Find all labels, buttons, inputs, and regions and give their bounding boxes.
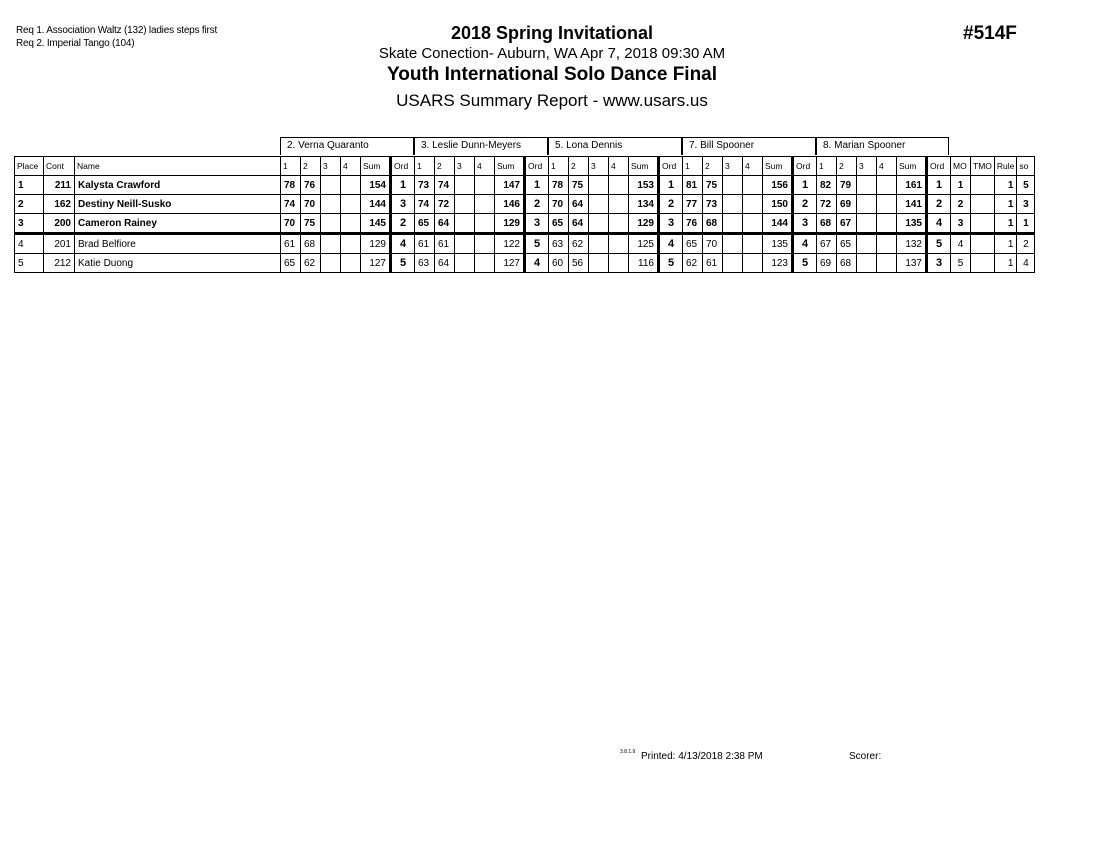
score-1: 63 (415, 254, 435, 273)
score-1: 72 (817, 195, 837, 214)
score-sum: 122 (495, 234, 525, 254)
score-3 (857, 195, 877, 214)
result-row (15, 214, 1035, 234)
score-1: 78 (281, 176, 301, 195)
total-majority-ordinal (971, 195, 995, 214)
score-2: 68 (301, 234, 321, 254)
rule-cell: 1 (994, 195, 1016, 214)
score-1: 69 (817, 254, 837, 273)
col-score-4: 4 (609, 157, 629, 176)
score-3 (589, 254, 609, 273)
score-4 (341, 234, 361, 254)
score-1: 63 (549, 234, 569, 254)
ordinal: 3 (927, 254, 951, 273)
score-1: 77 (683, 195, 703, 214)
results-table (14, 156, 1035, 273)
col-sum: Sum (763, 157, 793, 176)
score-4 (475, 195, 495, 214)
score-2: 67 (837, 214, 857, 234)
contestant-number: 211 (44, 176, 75, 195)
score-3 (455, 195, 475, 214)
score-3 (857, 214, 877, 234)
score-3 (723, 195, 743, 214)
score-2: 64 (569, 214, 589, 234)
requirement-2: Req 2. Imperial Tango (104) (16, 38, 135, 49)
result-row (15, 254, 1035, 273)
col-score-3: 3 (589, 157, 609, 176)
col-score-4: 4 (743, 157, 763, 176)
col-score-3: 3 (455, 157, 475, 176)
judge-header-1: 2. Verna Quaranto (280, 137, 414, 155)
place-cell: 1 (15, 176, 44, 195)
start-order: 2 (1017, 234, 1035, 254)
score-2: 74 (435, 176, 455, 195)
score-2: 70 (703, 234, 723, 254)
score-3 (723, 254, 743, 273)
total-majority-ordinal (971, 176, 995, 195)
score-4 (475, 254, 495, 273)
ordinal: 5 (659, 254, 683, 273)
col-score-1: 1 (281, 157, 301, 176)
score-4 (743, 234, 763, 254)
rule-cell: 1 (994, 214, 1016, 234)
score-sum: 146 (495, 195, 525, 214)
score-sum: 141 (897, 195, 927, 214)
score-1: 76 (683, 214, 703, 234)
score-3 (321, 214, 341, 234)
score-4 (609, 254, 629, 273)
score-3 (589, 234, 609, 254)
col-score-3: 3 (857, 157, 877, 176)
start-order: 3 (1017, 195, 1035, 214)
majority-ordinal: 5 (951, 254, 971, 273)
score-2: 61 (703, 254, 723, 273)
ordinal: 5 (391, 254, 415, 273)
score-2: 79 (837, 176, 857, 195)
col-ord: Ord (793, 157, 817, 176)
col-ord: Ord (659, 157, 683, 176)
ordinal: 1 (525, 176, 549, 195)
ordinal: 4 (659, 234, 683, 254)
ordinal: 3 (659, 214, 683, 234)
score-sum: 156 (763, 176, 793, 195)
majority-ordinal: 3 (951, 214, 971, 234)
contestant-number: 200 (44, 214, 75, 234)
score-4 (609, 176, 629, 195)
score-sum: 135 (763, 234, 793, 254)
score-2: 64 (435, 254, 455, 273)
score-1: 65 (549, 214, 569, 234)
col-so: so (1017, 157, 1035, 176)
score-2: 64 (569, 195, 589, 214)
ordinal: 5 (525, 234, 549, 254)
col-score-3: 3 (723, 157, 743, 176)
col-score-2: 2 (301, 157, 321, 176)
score-3 (723, 234, 743, 254)
score-4 (475, 214, 495, 234)
col-score-2: 2 (435, 157, 455, 176)
requirement-1: Req 1. Association Waltz (132) ladies steps first (16, 25, 218, 36)
software-version: 3.8.1.9 (620, 749, 636, 755)
score-1: 65 (415, 214, 435, 234)
skater-name: Cameron Rainey (75, 214, 281, 234)
score-4 (743, 195, 763, 214)
total-majority-ordinal (971, 234, 995, 254)
ordinal: 1 (793, 176, 817, 195)
score-2: 70 (301, 195, 321, 214)
col-ord: Ord (525, 157, 549, 176)
score-3 (321, 195, 341, 214)
col-cont: Cont (44, 157, 75, 176)
total-majority-ordinal (971, 254, 995, 273)
col-name: Name (75, 157, 281, 176)
score-2: 72 (435, 195, 455, 214)
contestant-number: 162 (44, 195, 75, 214)
score-sum: 129 (629, 214, 659, 234)
result-row (15, 176, 1035, 195)
score-3 (857, 254, 877, 273)
score-sum: 150 (763, 195, 793, 214)
ordinal: 5 (927, 234, 951, 254)
result-row (15, 234, 1035, 254)
contestant-number: 212 (44, 254, 75, 273)
col-place: Place (15, 157, 44, 176)
skater-name: Destiny Neill-Susko (75, 195, 281, 214)
scorer-label: Scorer: (849, 751, 882, 762)
printed-timestamp: Printed: 4/13/2018 2:38 PM (641, 751, 763, 762)
score-sum: 153 (629, 176, 659, 195)
col-sum: Sum (629, 157, 659, 176)
score-1: 62 (683, 254, 703, 273)
judge-header-2: 3. Leslie Dunn-Meyers (414, 137, 548, 155)
score-2: 68 (837, 254, 857, 273)
score-1: 65 (281, 254, 301, 273)
score-sum: 135 (897, 214, 927, 234)
col-score-1: 1 (817, 157, 837, 176)
score-1: 68 (817, 214, 837, 234)
score-1: 60 (549, 254, 569, 273)
score-4 (877, 176, 897, 195)
score-3 (455, 214, 475, 234)
ordinal: 3 (525, 214, 549, 234)
col-sum: Sum (897, 157, 927, 176)
score-sum: 127 (361, 254, 391, 273)
score-4 (877, 254, 897, 273)
ordinal: 4 (391, 234, 415, 254)
score-3 (321, 254, 341, 273)
judge-header-3: 5. Lona Dennis (548, 137, 682, 155)
score-2: 76 (301, 176, 321, 195)
score-4 (877, 195, 897, 214)
ordinal: 2 (659, 195, 683, 214)
skater-name: Katie Duong (75, 254, 281, 273)
score-3 (455, 254, 475, 273)
score-sum: 127 (495, 254, 525, 273)
score-3 (857, 234, 877, 254)
rule-cell: 1 (994, 176, 1016, 195)
score-2: 75 (703, 176, 723, 195)
score-1: 81 (683, 176, 703, 195)
score-sum: 116 (629, 254, 659, 273)
ordinal: 2 (525, 195, 549, 214)
score-sum: 144 (763, 214, 793, 234)
col-rule: Rule (994, 157, 1016, 176)
col-score-3: 3 (321, 157, 341, 176)
score-sum: 129 (495, 214, 525, 234)
ordinal: 3 (793, 214, 817, 234)
col-sum: Sum (495, 157, 525, 176)
score-2: 64 (435, 214, 455, 234)
score-4 (475, 176, 495, 195)
ordinal: 5 (793, 254, 817, 273)
place-cell: 2 (15, 195, 44, 214)
majority-ordinal: 1 (951, 176, 971, 195)
ordinal: 4 (927, 214, 951, 234)
ordinal: 1 (927, 176, 951, 195)
majority-ordinal: 2 (951, 195, 971, 214)
score-1: 61 (415, 234, 435, 254)
score-2: 73 (703, 195, 723, 214)
score-2: 61 (435, 234, 455, 254)
score-1: 78 (549, 176, 569, 195)
score-4 (877, 214, 897, 234)
score-1: 67 (817, 234, 837, 254)
score-sum: 134 (629, 195, 659, 214)
score-3 (321, 234, 341, 254)
score-1: 65 (683, 234, 703, 254)
judge-header-5: 8. Marian Spooner (816, 137, 949, 155)
score-1: 61 (281, 234, 301, 254)
score-sum: 145 (361, 214, 391, 234)
col-score-1: 1 (415, 157, 435, 176)
score-2: 65 (837, 234, 857, 254)
col-ord: Ord (927, 157, 951, 176)
total-majority-ordinal (971, 214, 995, 234)
score-1: 74 (281, 195, 301, 214)
col-score-1: 1 (683, 157, 703, 176)
contestant-number: 201 (44, 234, 75, 254)
score-4 (743, 176, 763, 195)
column-header-row (15, 157, 1035, 176)
score-sum: 125 (629, 234, 659, 254)
score-1: 70 (549, 195, 569, 214)
score-sum: 137 (897, 254, 927, 273)
score-4 (743, 214, 763, 234)
ordinal: 2 (793, 195, 817, 214)
score-2: 75 (569, 176, 589, 195)
start-order: 1 (1017, 214, 1035, 234)
score-3 (455, 234, 475, 254)
score-2: 75 (301, 214, 321, 234)
result-row (15, 195, 1035, 214)
ordinal: 4 (525, 254, 549, 273)
ordinal: 1 (659, 176, 683, 195)
score-sum: 147 (495, 176, 525, 195)
score-sum: 154 (361, 176, 391, 195)
ordinal: 2 (927, 195, 951, 214)
col-score-2: 2 (837, 157, 857, 176)
score-4 (877, 234, 897, 254)
score-2: 62 (569, 234, 589, 254)
score-1: 70 (281, 214, 301, 234)
score-sum: 123 (763, 254, 793, 273)
score-3 (589, 214, 609, 234)
report-title: USARS Summary Report - www.usars.us (396, 91, 708, 110)
col-ord: Ord (391, 157, 415, 176)
ordinal: 2 (391, 214, 415, 234)
col-score-4: 4 (877, 157, 897, 176)
col-score-2: 2 (569, 157, 589, 176)
score-4 (341, 195, 361, 214)
score-3 (589, 195, 609, 214)
score-4 (609, 214, 629, 234)
ordinal: 1 (391, 176, 415, 195)
col-score-4: 4 (341, 157, 361, 176)
score-4 (609, 234, 629, 254)
majority-ordinal: 4 (951, 234, 971, 254)
score-sum: 129 (361, 234, 391, 254)
score-4 (341, 176, 361, 195)
col-score-4: 4 (475, 157, 495, 176)
score-4 (341, 254, 361, 273)
score-3 (857, 176, 877, 195)
score-3 (723, 214, 743, 234)
ordinal: 4 (793, 234, 817, 254)
score-1: 82 (817, 176, 837, 195)
col-sum: Sum (361, 157, 391, 176)
score-2: 62 (301, 254, 321, 273)
col-score-1: 1 (549, 157, 569, 176)
competition-title: 2018 Spring Invitational (450, 23, 654, 43)
col-score-2: 2 (703, 157, 723, 176)
rule-cell: 1 (994, 234, 1016, 254)
score-3 (723, 176, 743, 195)
event-number: #514F (963, 23, 1017, 44)
score-1: 74 (415, 195, 435, 214)
score-2: 56 (569, 254, 589, 273)
score-4 (341, 214, 361, 234)
score-2: 69 (837, 195, 857, 214)
col-mo: MO (951, 157, 971, 176)
score-4 (609, 195, 629, 214)
score-sum: 132 (897, 234, 927, 254)
judge-header-4: 7. Bill Spooner (682, 137, 816, 155)
skater-name: Kalysta Crawford (75, 176, 281, 195)
score-1: 73 (415, 176, 435, 195)
score-4 (743, 254, 763, 273)
col-tmo: TMO (971, 157, 995, 176)
place-cell: 4 (15, 234, 44, 254)
score-3 (589, 176, 609, 195)
score-4 (475, 234, 495, 254)
competition-location: Skate Conection- Auburn, WA Apr 7, 2018 09:30 AM (378, 45, 726, 62)
score-2: 68 (703, 214, 723, 234)
rule-cell: 1 (994, 254, 1016, 273)
skater-name: Brad Belfiore (75, 234, 281, 254)
place-cell: 3 (15, 214, 44, 234)
score-sum: 144 (361, 195, 391, 214)
score-3 (321, 176, 341, 195)
ordinal: 3 (391, 195, 415, 214)
event-title: Youth International Solo Dance Final (386, 64, 718, 85)
score-3 (455, 176, 475, 195)
place-cell: 5 (15, 254, 44, 273)
score-sum: 161 (897, 176, 927, 195)
start-order: 4 (1017, 254, 1035, 273)
start-order: 5 (1017, 176, 1035, 195)
